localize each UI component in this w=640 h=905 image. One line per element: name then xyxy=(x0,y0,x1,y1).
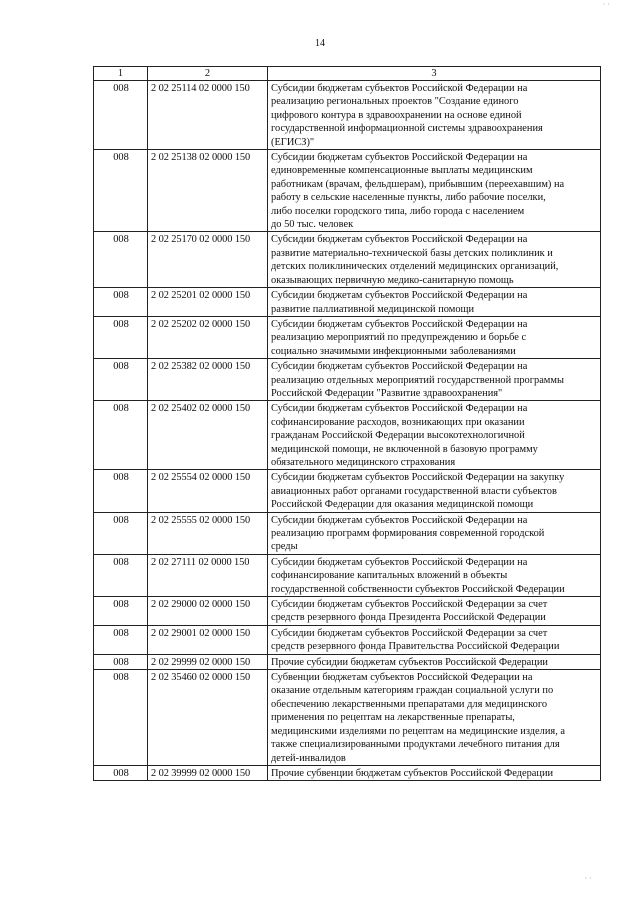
table-row xyxy=(94,654,601,669)
budget-code-cell: 2 02 29000 02 0000 150 xyxy=(148,597,268,626)
table-row xyxy=(94,470,601,512)
scan-mark-top: · · xyxy=(602,0,610,9)
table-row xyxy=(94,554,601,596)
header-col-3: 3 xyxy=(268,67,601,81)
revenue-name-cell: Субсидии бюджетам субъектов Российской Федерации на реализацию программ формирования современной городской среды xyxy=(268,512,601,554)
budget-code-cell: 2 02 29999 02 0000 150 xyxy=(148,654,268,669)
table-row xyxy=(94,316,601,358)
budget-code-cell: 2 02 25555 02 0000 150 xyxy=(148,512,268,554)
budget-code-cell: 2 02 29001 02 0000 150 xyxy=(148,625,268,654)
table-row xyxy=(94,512,601,554)
revenue-name-cell: Субсидии бюджетам субъектов Российской Федерации на реализацию отдельных мероприятий государственной программы Российской Федерации "Развитие здравоохранения" xyxy=(268,359,601,401)
admin-code-cell: 008 xyxy=(94,765,148,780)
budget-revenue-table xyxy=(93,66,601,781)
budget-code-cell: 2 02 25382 02 0000 150 xyxy=(148,359,268,401)
admin-code-cell: 008 xyxy=(94,597,148,626)
budget-code-cell: 2 02 27111 02 0000 150 xyxy=(148,554,268,596)
admin-code-cell: 008 xyxy=(94,81,148,150)
admin-code-cell: 008 xyxy=(94,359,148,401)
revenue-name-cell: Субсидии бюджетам субъектов Российской Федерации на софинансирование расходов, возникающих при оказании гражданам Российской Федерации высокотехнологичной медицинской помощи, не включенной в базовую программу обязательного медицинского страхования xyxy=(268,401,601,470)
admin-code-cell: 008 xyxy=(94,150,148,232)
admin-code-cell: 008 xyxy=(94,554,148,596)
table-row xyxy=(94,81,601,150)
table-row xyxy=(94,670,601,766)
revenue-name-cell: Субсидии бюджетам субъектов Российской Федерации на развитие паллиативной медицинской помощи xyxy=(268,288,601,317)
revenue-name-cell: Субсидии бюджетам субъектов Российской Федерации на софинансирование капитальных вложений в объекты государственной собственности субъектов Российской Федерации xyxy=(268,554,601,596)
revenue-name-cell: Субсидии бюджетам субъектов Российской Федерации на единовременные компенсационные выплаты медицинским работникам (врачам, фельдшерам), прибывшим (переехавшим) на работу в сельские населенные пункты, либо рабочие поселки, либо поселки городского типа, либо города с населением до 50 тыс. человек xyxy=(268,150,601,232)
budget-code-cell: 2 02 25114 02 0000 150 xyxy=(148,81,268,150)
admin-code-cell: 008 xyxy=(94,288,148,317)
budget-code-cell: 2 02 35460 02 0000 150 xyxy=(148,670,268,766)
admin-code-cell: 008 xyxy=(94,670,148,766)
table-row xyxy=(94,765,601,780)
budget-code-cell: 2 02 25201 02 0000 150 xyxy=(148,288,268,317)
table-row xyxy=(94,401,601,470)
admin-code-cell: 008 xyxy=(94,316,148,358)
table-header-row xyxy=(94,67,601,81)
admin-code-cell: 008 xyxy=(94,512,148,554)
revenue-name-cell: Субсидии бюджетам субъектов Российской Федерации за счет средств резервного фонда Президента Российской Федерации xyxy=(268,597,601,626)
admin-code-cell: 008 xyxy=(94,401,148,470)
table-row xyxy=(94,150,601,232)
budget-code-cell: 2 02 25170 02 0000 150 xyxy=(148,232,268,288)
revenue-name-cell: Субвенции бюджетам субъектов Российской Федерации на оказание отдельным категориям граждан социальной услуги по обеспечению лекарственными препаратами для медицинского применения по рецептам на лекарственные препараты, медицинскими изделиями по рецептам на медицинские изделия, а также специализированными продуктами лечебного питания для детей-инвалидов xyxy=(268,670,601,766)
budget-code-cell: 2 02 25202 02 0000 150 xyxy=(148,316,268,358)
revenue-name-cell: Субсидии бюджетам субъектов Российской Федерации за счет средств резервного фонда Правительства Российской Федерации xyxy=(268,625,601,654)
admin-code-cell: 008 xyxy=(94,470,148,512)
table-row xyxy=(94,288,601,317)
revenue-name-cell: Субсидии бюджетам субъектов Российской Федерации на реализацию мероприятий по предупреждению и борьбе с социально значимыми инфекционными заболеваниями xyxy=(268,316,601,358)
page-number: 14 xyxy=(315,38,325,49)
budget-code-cell: 2 02 25554 02 0000 150 xyxy=(148,470,268,512)
header-col-1: 1 xyxy=(94,67,148,81)
budget-code-cell: 2 02 39999 02 0000 150 xyxy=(148,765,268,780)
budget-code-cell: 2 02 25138 02 0000 150 xyxy=(148,150,268,232)
admin-code-cell: 008 xyxy=(94,654,148,669)
table-row xyxy=(94,597,601,626)
scan-mark-bottom: · · xyxy=(584,874,592,883)
budget-code-cell: 2 02 25402 02 0000 150 xyxy=(148,401,268,470)
table-row xyxy=(94,232,601,288)
admin-code-cell: 008 xyxy=(94,232,148,288)
table-row xyxy=(94,359,601,401)
table-row xyxy=(94,625,601,654)
revenue-name-cell: Прочие субвенции бюджетам субъектов Российской Федерации xyxy=(268,765,601,780)
revenue-name-cell: Субсидии бюджетам субъектов Российской Федерации на закупку авиационных работ органами государственной власти субъектов Российской Федерации для оказания медицинской помощи xyxy=(268,470,601,512)
revenue-name-cell: Субсидии бюджетам субъектов Российской Федерации на развитие материально-технической базы детских поликлиник и детских поликлинических отделений медицинских организаций, оказывающих первичную медико-санитарную помощь xyxy=(268,232,601,288)
revenue-name-cell: Субсидии бюджетам субъектов Российской Федерации на реализацию региональных проектов "Создание единого цифрового контура в здравоохранении на основе единой государственной информационной системы здравоохранения (ЕГИСЗ)" xyxy=(268,81,601,150)
header-col-2: 2 xyxy=(148,67,268,81)
admin-code-cell: 008 xyxy=(94,625,148,654)
revenue-name-cell: Прочие субсидии бюджетам субъектов Российской Федерации xyxy=(268,654,601,669)
